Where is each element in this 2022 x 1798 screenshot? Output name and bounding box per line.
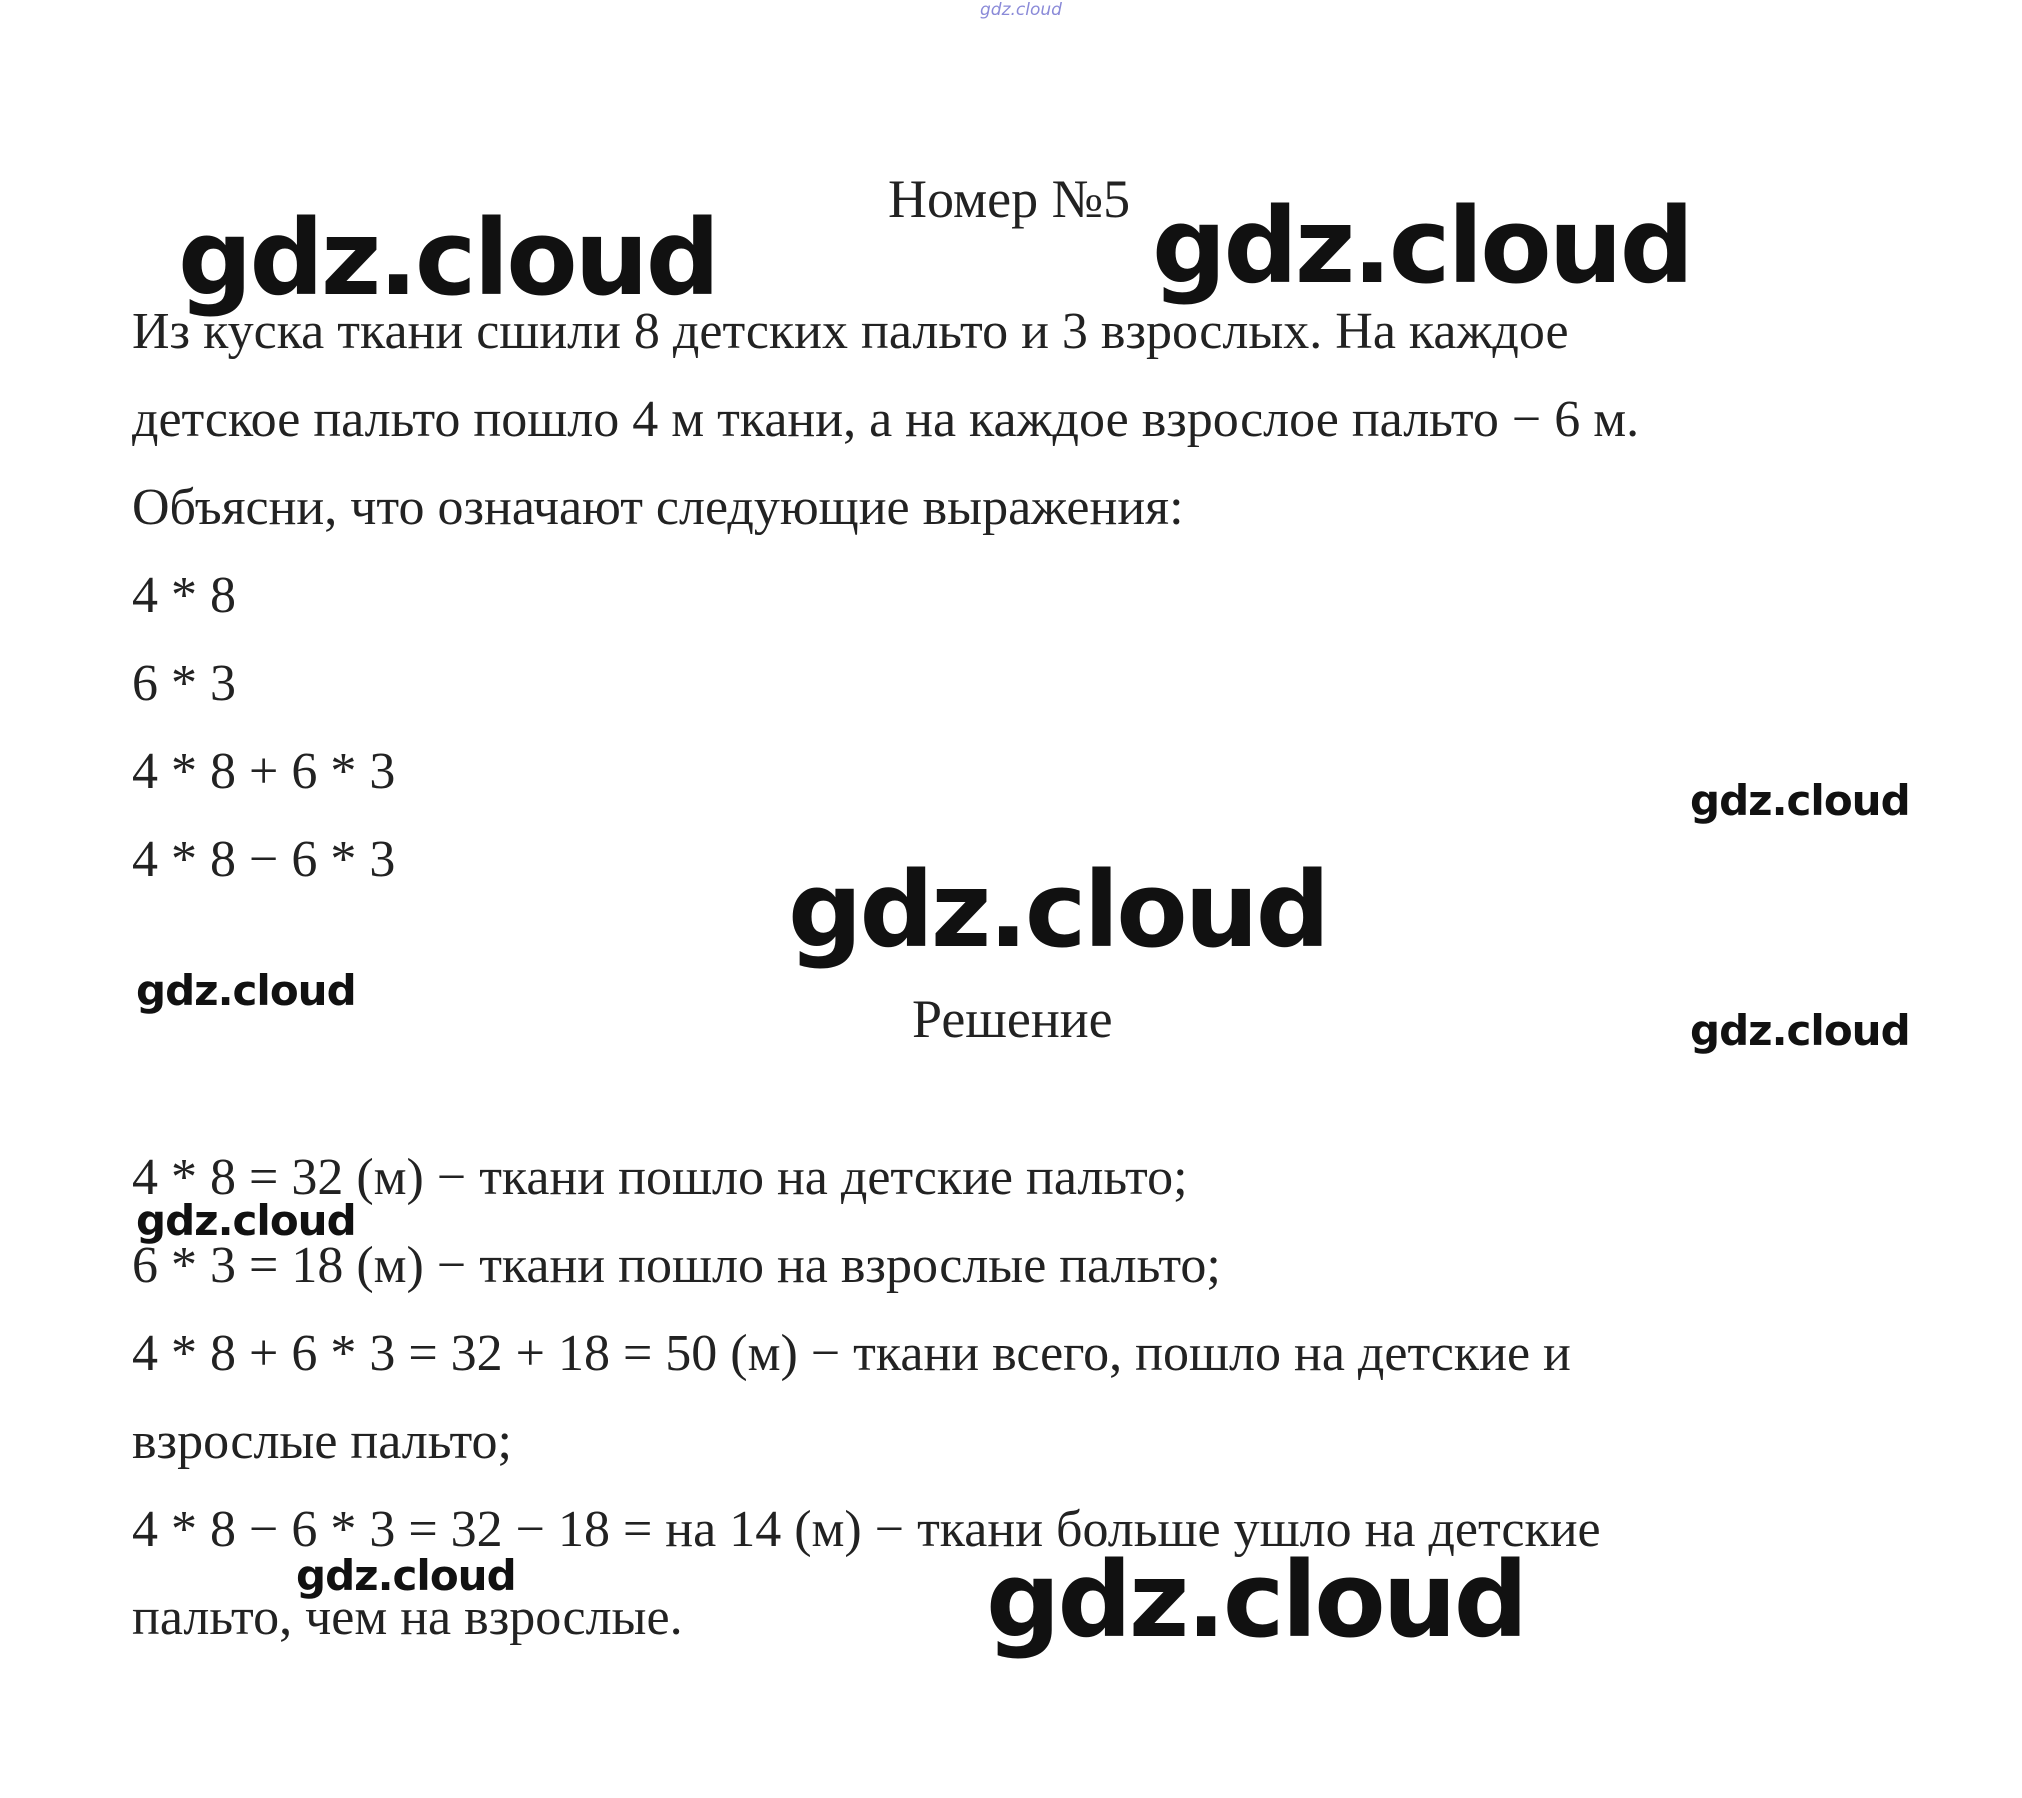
solution-line-1: 4 * 8 = 32 (м) − ткани пошло на детские пальто; <box>132 1149 1188 1206</box>
watermark-1: gdz.cloud <box>178 197 718 319</box>
page-title: Номер №5 <box>888 169 1131 229</box>
solution-line-4: взрослые пальто; <box>132 1413 512 1470</box>
watermark-5: gdz.cloud <box>136 966 356 1015</box>
problem-line-3: Объясни, что означают следующие выражения: <box>132 479 1184 536</box>
watermark-9: gdz.cloud <box>986 1539 1526 1661</box>
solution-line-3: 4 * 8 + 6 * 3 = 32 + 18 = 50 (м) − ткани всего, пошло на детские и <box>132 1325 1571 1382</box>
watermark-8: gdz.cloud <box>296 1551 516 1600</box>
solution-line-2: 6 * 3 = 18 (м) − ткани пошло на взрослые пальто; <box>132 1237 1221 1294</box>
expression-3: 4 * 8 + 6 * 3 <box>132 743 396 800</box>
expression-4: 4 * 8 − 6 * 3 <box>132 831 396 888</box>
solution-line-5: 4 * 8 − 6 * 3 = 32 − 18 = на 14 (м) − ткани больше ушло на детские <box>132 1501 1601 1558</box>
expression-1: 4 * 8 <box>132 567 236 624</box>
solution-heading: Решение <box>912 989 1113 1049</box>
watermark-2: gdz.cloud <box>1152 185 1692 307</box>
expression-2: 6 * 3 <box>132 655 236 712</box>
solution-line-6: пальто, чем на взрослые. <box>132 1589 683 1646</box>
watermark-6: gdz.cloud <box>1690 1006 1910 1055</box>
watermark-top: gdz.cloud <box>980 0 1062 20</box>
watermark-3: gdz.cloud <box>1690 776 1910 825</box>
watermark-7: gdz.cloud <box>136 1196 356 1245</box>
problem-line-2: детское пальто пошло 4 м ткани, а на каждое взрослое пальто − 6 м. <box>132 391 1640 448</box>
problem-line-1: Из куска ткани сшили 8 детских пальто и 3 взрослых. На каждое <box>132 303 1569 360</box>
watermark-4: gdz.cloud <box>788 849 1328 971</box>
